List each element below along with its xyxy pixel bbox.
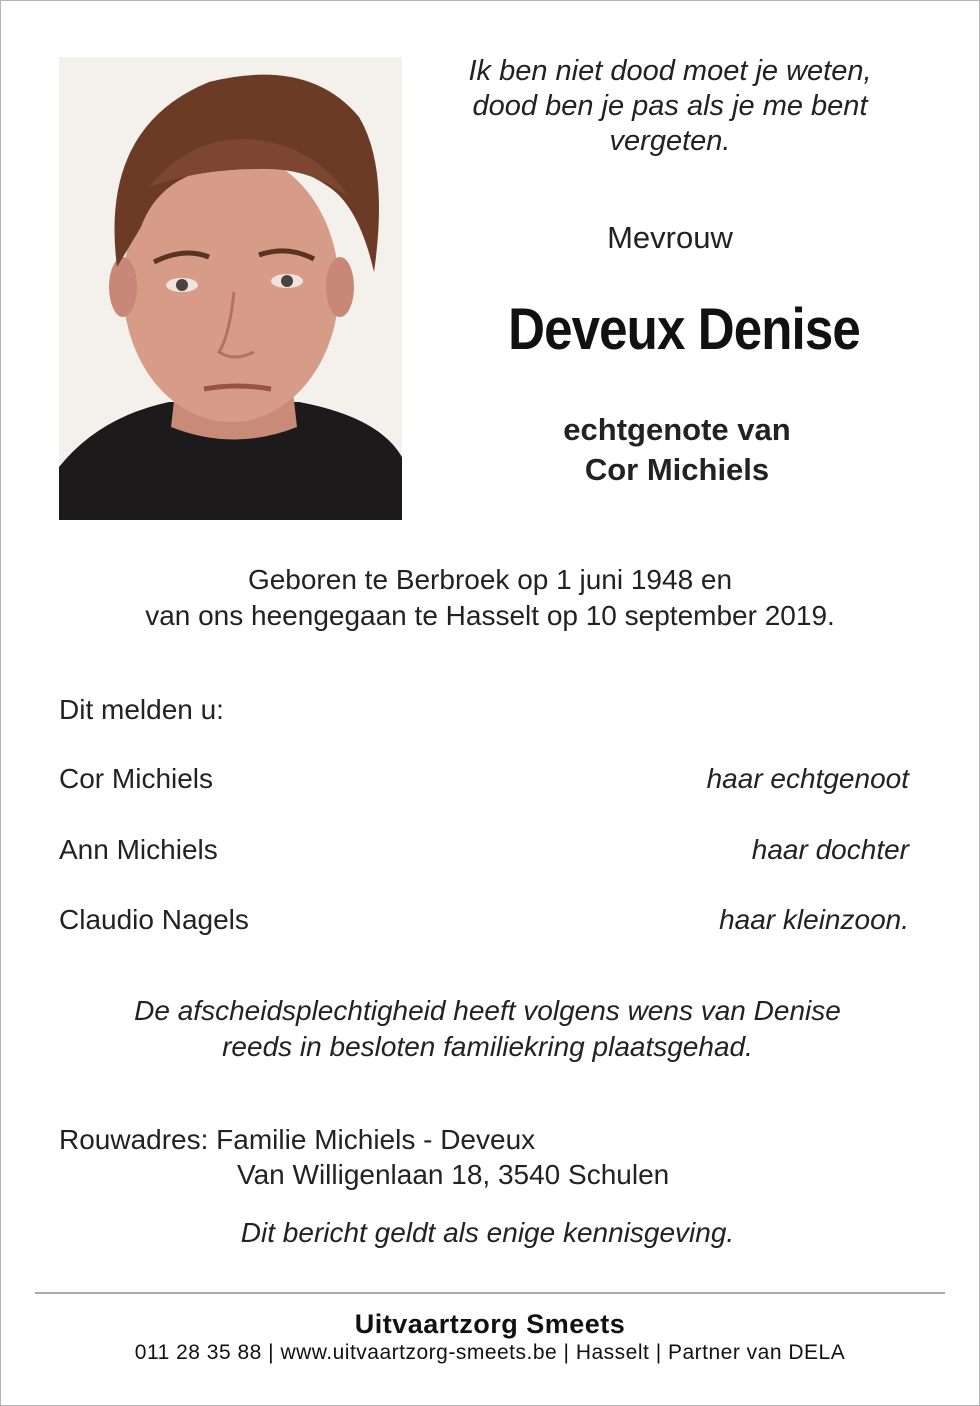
family-member-name: Claudio Nagels — [59, 904, 249, 935]
memorial-quote — [430, 54, 910, 159]
family-member-name: Cor Michiels — [59, 763, 214, 794]
funeral-company-name: Uitvaartzorg Smeets — [354, 1309, 626, 1339]
family-member-relation: haar dochter — [751, 834, 909, 865]
notice-text: Dit bericht geldt als enige kennisgeving. — [240, 1217, 735, 1248]
birth-death-details — [40, 562, 940, 634]
family-member-relation: haar echtgenoot — [706, 763, 909, 794]
announce-label: Dit melden u: — [59, 694, 224, 725]
family-row — [59, 834, 909, 870]
spouse-name: Cor Michiels — [584, 452, 770, 487]
spouse-block — [430, 410, 924, 490]
ceremony-line: De afscheidsplechtigheid heeft volgens wens van Denise — [134, 995, 841, 1026]
spouse-relation: echtgenote van — [563, 412, 791, 447]
quote-line: dood ben je pas als je me bent — [472, 90, 868, 122]
footer-divider — [35, 1292, 945, 1294]
mourning-address-label: Rouwadres: Familie Michiels - Deveux — [59, 1124, 536, 1155]
honorific: Mevrouw — [607, 220, 733, 255]
quote-line: vergeten. — [609, 125, 731, 157]
quote-line: Ik ben niet dood moet je weten, — [468, 55, 872, 87]
death-line: van ons heengegaan te Hasselt op 10 september 2019. — [145, 600, 835, 631]
family-row — [59, 904, 909, 940]
ceremony-note — [40, 993, 935, 1065]
family-row — [59, 763, 909, 799]
funeral-company-contact: 011 28 35 88 | www.uitvaartzorg-smeets.be | Hasselt | Partner van DELA — [134, 1341, 846, 1364]
birth-line: Geboren te Berbroek op 1 juni 1948 en — [247, 564, 733, 595]
mourning-address-street: Van Willigenlaan 18, 3540 Schulen — [237, 1159, 670, 1190]
portrait-photo — [59, 57, 402, 520]
deceased-name: Deveux Denise — [508, 297, 860, 362]
family-member-relation: haar kleinzoon. — [719, 904, 909, 935]
ceremony-line: reeds in besloten familiekring plaatsgehad. — [222, 1031, 753, 1062]
family-member-name: Ann Michiels — [59, 834, 218, 865]
